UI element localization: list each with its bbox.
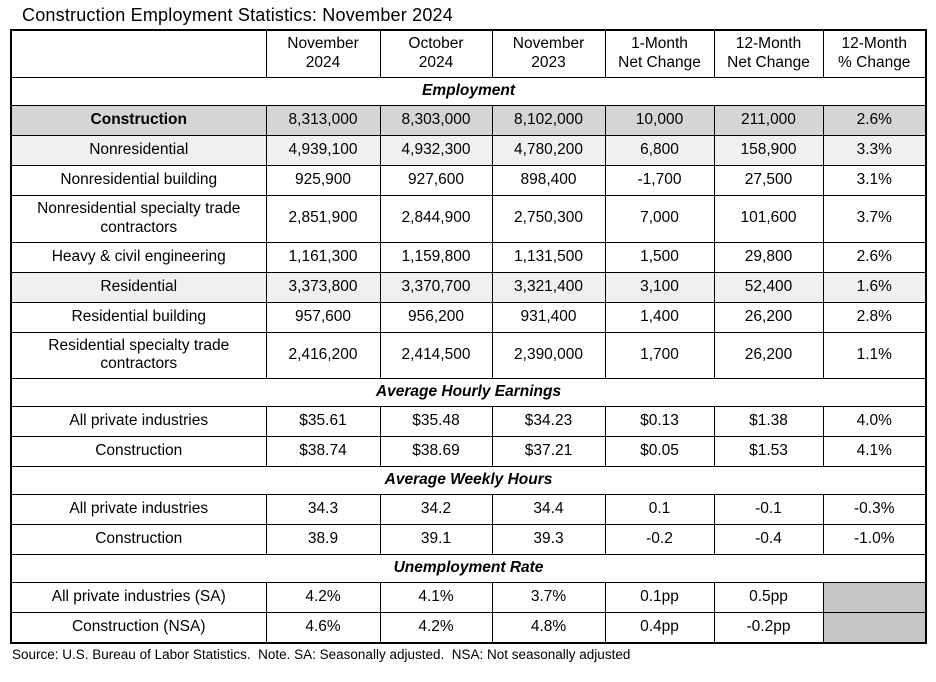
value-cell: 34.4 bbox=[492, 495, 605, 525]
value-cell: 4.6% bbox=[266, 613, 380, 643]
value-cell: 4.8% bbox=[492, 613, 605, 643]
value-cell: $37.21 bbox=[492, 437, 605, 467]
value-cell: 3.7% bbox=[492, 583, 605, 613]
value-cell: 4,780,200 bbox=[492, 135, 605, 165]
column-header-line2: 2024 bbox=[418, 53, 454, 71]
value-cell: 956,200 bbox=[380, 302, 492, 332]
row-label: Residential building bbox=[11, 302, 266, 332]
column-header-line2: Net Change bbox=[727, 53, 810, 71]
value-cell: 2.8% bbox=[823, 302, 926, 332]
value-cell: $0.05 bbox=[605, 437, 714, 467]
row-label: All private industries bbox=[11, 495, 266, 525]
table-row bbox=[11, 437, 926, 467]
table-row bbox=[11, 613, 926, 643]
value-cell: 4.2% bbox=[266, 583, 380, 613]
value-cell: -0.2 bbox=[605, 525, 714, 555]
section-header-row bbox=[11, 467, 926, 495]
table-row bbox=[11, 495, 926, 525]
page-title: Construction Employment Statistics: November 2024 bbox=[22, 5, 453, 25]
value-cell: 1,400 bbox=[605, 302, 714, 332]
table-row bbox=[11, 332, 926, 379]
section-title: Unemployment Rate bbox=[11, 555, 926, 583]
section-title: Average Weekly Hours bbox=[11, 467, 926, 495]
value-cell: 4,932,300 bbox=[380, 135, 492, 165]
section-header-row bbox=[11, 379, 926, 407]
value-cell: 1.6% bbox=[823, 272, 926, 302]
column-header-line1: 12-Month bbox=[735, 35, 802, 52]
column-header bbox=[492, 30, 605, 77]
value-cell bbox=[823, 613, 926, 643]
value-cell: 2,414,500 bbox=[380, 332, 492, 379]
value-cell: 931,400 bbox=[492, 302, 605, 332]
table-row bbox=[11, 195, 926, 242]
value-cell: 2.6% bbox=[823, 105, 926, 135]
value-cell: 957,600 bbox=[266, 302, 380, 332]
column-header-line1: 12-Month bbox=[841, 35, 907, 52]
value-cell: 2,750,300 bbox=[492, 195, 605, 242]
row-label: Construction bbox=[11, 525, 266, 555]
value-cell: 8,303,000 bbox=[380, 105, 492, 135]
value-cell: 2,851,900 bbox=[266, 195, 380, 242]
column-header-line1: November bbox=[512, 35, 585, 52]
column-header bbox=[714, 30, 823, 77]
value-cell: 0.4pp bbox=[605, 613, 714, 643]
value-cell: 7,000 bbox=[605, 195, 714, 242]
table-row bbox=[11, 525, 926, 555]
value-cell: -0.4 bbox=[714, 525, 823, 555]
row-label: Construction bbox=[11, 437, 266, 467]
value-cell: 3.7% bbox=[823, 195, 926, 242]
value-cell: 4,939,100 bbox=[266, 135, 380, 165]
value-cell: 0.5pp bbox=[714, 583, 823, 613]
value-cell: 8,102,000 bbox=[492, 105, 605, 135]
value-cell: 1.1% bbox=[823, 332, 926, 379]
row-label: Construction (NSA) bbox=[11, 613, 266, 643]
value-cell: $35.48 bbox=[380, 407, 492, 437]
value-cell: 101,600 bbox=[714, 195, 823, 242]
value-cell: $38.74 bbox=[266, 437, 380, 467]
column-header-line2: Net Change bbox=[618, 53, 701, 71]
value-cell: 4.1% bbox=[823, 437, 926, 467]
value-cell: 925,900 bbox=[266, 165, 380, 195]
section-title: Employment bbox=[11, 77, 926, 105]
value-cell: -0.1 bbox=[714, 495, 823, 525]
value-cell: 6,800 bbox=[605, 135, 714, 165]
table-row bbox=[11, 135, 926, 165]
header-row bbox=[11, 30, 926, 77]
column-header-line1: October bbox=[408, 35, 464, 52]
value-cell: 39.1 bbox=[380, 525, 492, 555]
row-label: Nonresidential bbox=[11, 135, 266, 165]
value-cell: 3,321,400 bbox=[492, 272, 605, 302]
value-cell: 10,000 bbox=[605, 105, 714, 135]
value-cell: 3,373,800 bbox=[266, 272, 380, 302]
value-cell: 34.2 bbox=[380, 495, 492, 525]
value-cell: 52,400 bbox=[714, 272, 823, 302]
value-cell: $34.23 bbox=[492, 407, 605, 437]
row-label: Construction bbox=[11, 105, 266, 135]
value-cell: $38.69 bbox=[380, 437, 492, 467]
value-cell: 1,161,300 bbox=[266, 242, 380, 272]
value-cell: 2,844,900 bbox=[380, 195, 492, 242]
value-cell bbox=[823, 583, 926, 613]
value-cell: 38.9 bbox=[266, 525, 380, 555]
value-cell: -1.0% bbox=[823, 525, 926, 555]
table-row bbox=[11, 407, 926, 437]
value-cell: 2.6% bbox=[823, 242, 926, 272]
row-label: Nonresidential building bbox=[11, 165, 266, 195]
source-note: Source: U.S. Bureau of Labor Statistics. Note. SA: Seasonally adjusted. NSA: Not seasonally adjusted bbox=[12, 646, 631, 662]
row-label: All private industries (SA) bbox=[11, 583, 266, 613]
value-cell: 3.1% bbox=[823, 165, 926, 195]
section-title: Average Hourly Earnings bbox=[11, 379, 926, 407]
column-header bbox=[823, 30, 926, 77]
table-row bbox=[11, 272, 926, 302]
value-cell: 2,390,000 bbox=[492, 332, 605, 379]
column-header-line2 bbox=[18, 54, 260, 73]
value-cell: 34.3 bbox=[266, 495, 380, 525]
section-header-row bbox=[11, 555, 926, 583]
value-cell: 1,500 bbox=[605, 242, 714, 272]
column-header-line1 bbox=[18, 35, 260, 54]
value-cell: 927,600 bbox=[380, 165, 492, 195]
value-cell: 26,200 bbox=[714, 332, 823, 379]
value-cell: $1.38 bbox=[714, 407, 823, 437]
value-cell: 3.3% bbox=[823, 135, 926, 165]
column-header-line1: 1-Month bbox=[631, 35, 688, 52]
value-cell: 0.1pp bbox=[605, 583, 714, 613]
column-header-line2: % Change bbox=[838, 53, 911, 71]
value-cell: 1,131,500 bbox=[492, 242, 605, 272]
column-header bbox=[605, 30, 714, 77]
value-cell: 3,370,700 bbox=[380, 272, 492, 302]
column-header bbox=[266, 30, 380, 77]
table-row bbox=[11, 302, 926, 332]
table-row bbox=[11, 105, 926, 135]
column-header-line2: 2024 bbox=[305, 53, 341, 71]
row-label: Nonresidential specialty trade contractors bbox=[11, 195, 266, 242]
row-label: All private industries bbox=[11, 407, 266, 437]
value-cell: 1,700 bbox=[605, 332, 714, 379]
row-label: Residential specialty trade contractors bbox=[11, 332, 266, 379]
column-header bbox=[380, 30, 492, 77]
table-row bbox=[11, 242, 926, 272]
stats-table bbox=[10, 29, 927, 644]
value-cell: 27,500 bbox=[714, 165, 823, 195]
value-cell: 4.0% bbox=[823, 407, 926, 437]
value-cell: $1.53 bbox=[714, 437, 823, 467]
value-cell: 2,416,200 bbox=[266, 332, 380, 379]
value-cell: 0.1 bbox=[605, 495, 714, 525]
value-cell: -0.3% bbox=[823, 495, 926, 525]
table-row bbox=[11, 583, 926, 613]
value-cell: $35.61 bbox=[266, 407, 380, 437]
value-cell: 3,100 bbox=[605, 272, 714, 302]
section-header-row bbox=[11, 77, 926, 105]
table-row bbox=[11, 165, 926, 195]
value-cell: -1,700 bbox=[605, 165, 714, 195]
column-header-line1: November bbox=[287, 35, 359, 52]
value-cell: 8,313,000 bbox=[266, 105, 380, 135]
row-label: Residential bbox=[11, 272, 266, 302]
value-cell: 1,159,800 bbox=[380, 242, 492, 272]
value-cell: 39.3 bbox=[492, 525, 605, 555]
column-header bbox=[11, 30, 266, 77]
value-cell: -0.2pp bbox=[714, 613, 823, 643]
value-cell: 4.2% bbox=[380, 613, 492, 643]
value-cell: 26,200 bbox=[714, 302, 823, 332]
value-cell: $0.13 bbox=[605, 407, 714, 437]
value-cell: 211,000 bbox=[714, 105, 823, 135]
column-header-line2: 2023 bbox=[531, 53, 566, 71]
row-label: Heavy & civil engineering bbox=[11, 242, 266, 272]
value-cell: 29,800 bbox=[714, 242, 823, 272]
value-cell: 898,400 bbox=[492, 165, 605, 195]
value-cell: 158,900 bbox=[714, 135, 823, 165]
value-cell: 4.1% bbox=[380, 583, 492, 613]
